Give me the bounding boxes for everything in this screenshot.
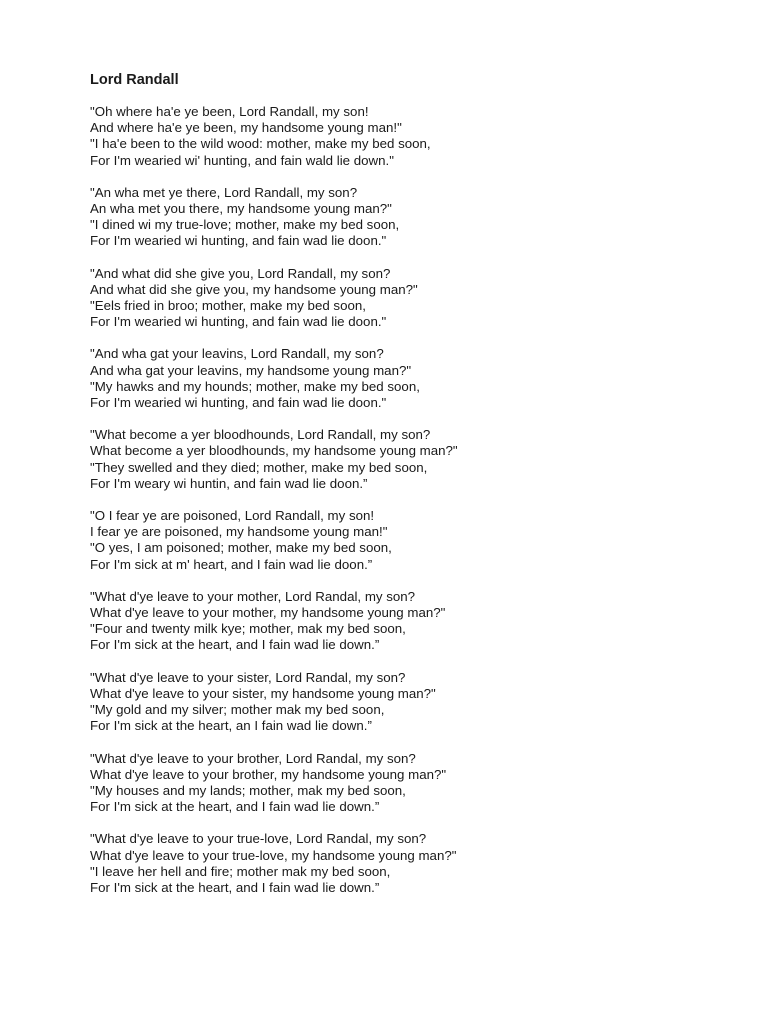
poem-line: For I'm sick at m' heart, and I fain wad lie doon.” — [90, 556, 373, 572]
poem-line: "What d'ye leave to your mother, Lord Randal, my son? — [90, 588, 416, 604]
poem-line: And what did she give you, my handsome young man?" — [90, 281, 418, 297]
poem-line: For I'm wearied wi hunting, and fain wad lie doon." — [90, 314, 387, 330]
poem-line: What d'ye leave to your true-love, my handsome young man?" — [90, 847, 457, 863]
poem-line: "I leave her hell and fire; mother mak my bed soon, — [90, 863, 391, 879]
poem-stanza — [90, 266, 730, 331]
poem-line: "Oh where ha'e ye been, Lord Randall, my son! — [90, 104, 369, 119]
poem-line: For I'm sick at the heart, and I fain wad lie down.” — [90, 799, 380, 815]
poem-line: What become a yer bloodhounds, my handsome young man?" — [90, 443, 458, 459]
poem-line: "And what did she give you, Lord Randall, my son? — [90, 265, 391, 281]
poem-stanza — [90, 589, 730, 654]
poem-line: What d'ye leave to your brother, my handsome young man?" — [90, 766, 447, 782]
poem-line: For I'm wearied wi hunting, and fain wad lie doon." — [90, 395, 387, 411]
poem-line: What d'ye leave to your mother, my handsome young man?" — [90, 605, 446, 621]
poem-stanza — [90, 831, 730, 896]
poem-line: For I'm sick at the heart, and I fain wad lie down.” — [90, 879, 380, 895]
poem-line: "What d'ye leave to your sister, Lord Randal, my son? — [90, 669, 406, 685]
poem-line: For I'm sick at the heart, an I fain wad lie down.” — [90, 718, 372, 734]
poem-line: "Four and twenty milk kye; mother, mak my bed soon, — [90, 621, 406, 637]
poem-stanza — [90, 670, 730, 735]
poem-line: "And wha gat your leavins, Lord Randall, my son? — [90, 346, 384, 362]
poem-title: Lord Randall — [90, 72, 179, 88]
poem-line: For I'm sick at the heart, and I fain wad lie down.” — [90, 637, 380, 653]
poem-line: And where ha'e ye been, my handsome young man!" — [90, 120, 402, 136]
poem-line: "I dined wi my true-love; mother, make my bed soon, — [90, 217, 400, 233]
poem-stanza — [90, 751, 730, 816]
poem-line: "O yes, I am poisoned; mother, make my bed soon, — [90, 540, 392, 556]
poem-line: "My hawks and my hounds; mother, make my bed soon, — [90, 378, 420, 394]
poem-line: "My houses and my lands; mother, mak my bed soon, — [90, 782, 406, 798]
poem-body — [90, 104, 730, 896]
poem-stanza — [90, 427, 730, 492]
poem-line: And wha gat your leavins, my handsome young man?" — [90, 362, 412, 378]
poem-line: "I ha'e been to the wild wood: mother, make my bed soon, — [90, 136, 431, 152]
poem-line: "Eels fried in broo; mother, make my bed soon, — [90, 298, 366, 314]
poem-line: "O I fear ye are poisoned, Lord Randall, my son! — [90, 508, 375, 524]
poem-line: For I'm wearied wi' hunting, and fain wald lie down." — [90, 152, 394, 168]
poem-stanza — [90, 104, 730, 169]
poem-line: "My gold and my silver; mother mak my bed soon, — [90, 702, 385, 718]
poem-line: For I'm weary wi huntin, and fain wad lie doon.” — [90, 475, 368, 491]
poem-stanza — [90, 346, 730, 411]
document-page — [90, 70, 730, 912]
poem-line: "What d'ye leave to your brother, Lord Randal, my son? — [90, 750, 416, 766]
poem-line: "What become a yer bloodhounds, Lord Randall, my son? — [90, 427, 431, 443]
poem-line: "An wha met ye there, Lord Randall, my son? — [90, 184, 358, 200]
poem-line: I fear ye are poisoned, my handsome young man!" — [90, 524, 388, 540]
poem-stanza — [90, 185, 730, 250]
poem-line: What d'ye leave to your sister, my handsome young man?" — [90, 685, 436, 701]
poem-line: "What d'ye leave to your true-love, Lord Randal, my son? — [90, 831, 427, 847]
poem-stanza — [90, 508, 730, 573]
poem-line: An wha met you there, my handsome young man?" — [90, 201, 392, 217]
poem-line: For I'm wearied wi hunting, and fain wad lie doon." — [90, 233, 387, 249]
poem-line: "They swelled and they died; mother, make my bed soon, — [90, 459, 428, 475]
